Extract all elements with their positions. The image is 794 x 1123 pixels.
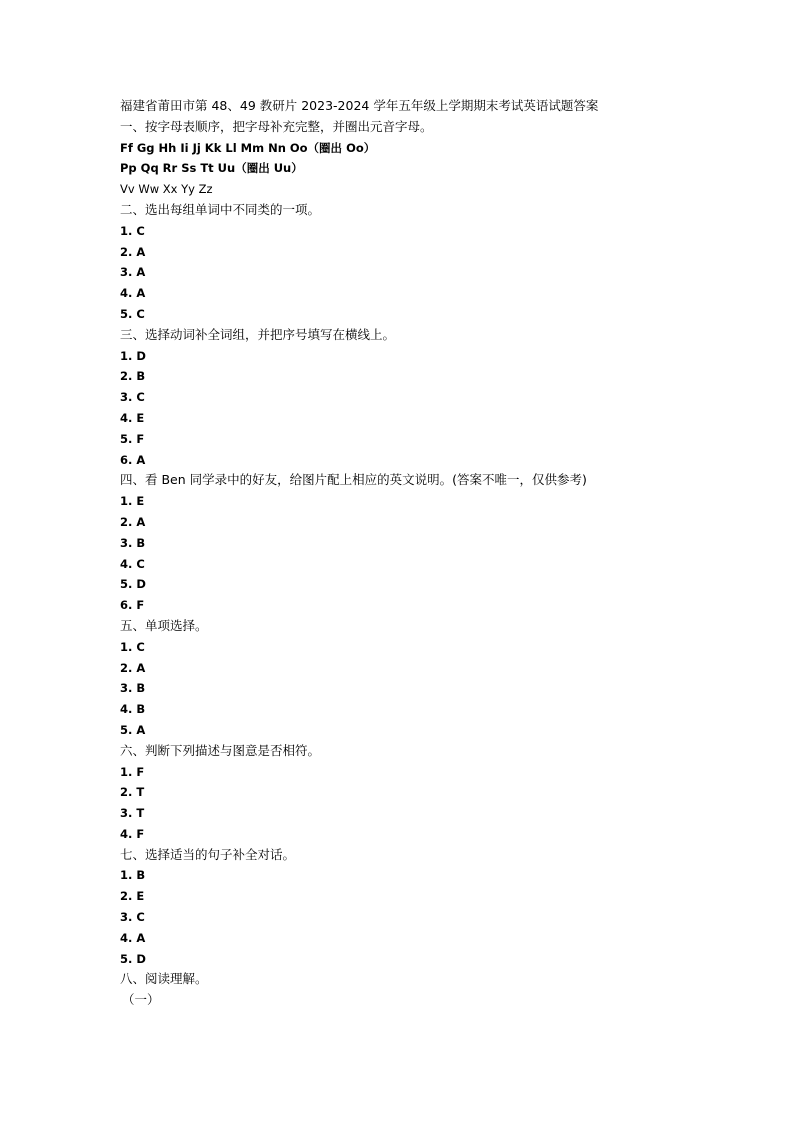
answer-line: 3. C	[120, 910, 145, 925]
section-heading-4: 四、看 Ben 同学录中的好友，给图片配上相应的英文说明。(答案不唯一，仅供参考)	[120, 472, 587, 488]
answer-line: Ff Gg Hh Ii Jj Kk Ll Mm Nn Oo（圈出 Oo）	[120, 140, 376, 155]
answer-line: 2. B	[120, 369, 146, 384]
answer-line: 3. T	[120, 806, 145, 821]
answer-line: 1. E	[120, 494, 145, 509]
answer-line: 4. A	[120, 286, 146, 301]
answer-line: Pp Qq Rr Ss Tt Uu（圈出 Uu）	[120, 161, 303, 176]
answer-line: 5. D	[120, 951, 146, 966]
answer-line: 6. F	[120, 598, 145, 613]
answer-line: 5. C	[120, 306, 145, 321]
section-heading-3: 三、选择动词补全词组，并把序号填写在横线上。	[120, 326, 396, 342]
section-heading-1: 一、按字母表顺序，把字母补充完整，并圈出元音字母。	[120, 118, 433, 134]
answer-line: 1. D	[120, 348, 146, 363]
answer-line: 3. B	[120, 535, 146, 550]
answer-line: 4. C	[120, 556, 145, 571]
answer-line: Vv Ww Xx Yy Zz	[120, 182, 213, 197]
answer-line: 4. B	[120, 702, 146, 717]
answer-line: 1. F	[120, 764, 145, 779]
section-heading-8: 八、阅读理解。	[120, 971, 208, 987]
answer-line: 1. C	[120, 223, 145, 238]
section-heading-6: 六、判断下列描述与图意是否相符。	[120, 742, 321, 758]
document-body	[120, 96, 760, 1011]
answer-line: 2. T	[120, 785, 145, 800]
section-heading-5: 五、单项选择。	[120, 617, 208, 633]
answer-line: 2. A	[120, 244, 146, 259]
answer-line: 5. A	[120, 722, 146, 737]
subsection-label: （一）	[122, 992, 160, 1008]
answer-line: 1. C	[120, 639, 145, 654]
answer-line: 3. B	[120, 681, 146, 696]
answer-line: 3. A	[120, 265, 146, 280]
answer-line: 1. B	[120, 868, 146, 883]
answer-line: 2. A	[120, 660, 146, 675]
answer-line: 4. A	[120, 930, 146, 945]
answer-line: 2. E	[120, 889, 145, 904]
answer-line: 4. F	[120, 826, 145, 841]
answer-line: 3. C	[120, 390, 145, 405]
answer-line: 5. D	[120, 577, 146, 592]
answer-line: 6. A	[120, 452, 146, 467]
document-title: 福建省莆田市第 48、49 教研片 2023-2024 学年五年级上学期期末考试英语试题答案	[120, 98, 599, 113]
answer-line: 5. F	[120, 431, 145, 446]
section-heading-2: 二、选出每组单词中不同类的一项。	[120, 201, 321, 217]
section-heading-7: 七、选择适当的句子补全对话。	[120, 846, 296, 862]
answer-line: 2. A	[120, 514, 146, 529]
answer-line: 4. E	[120, 410, 145, 425]
